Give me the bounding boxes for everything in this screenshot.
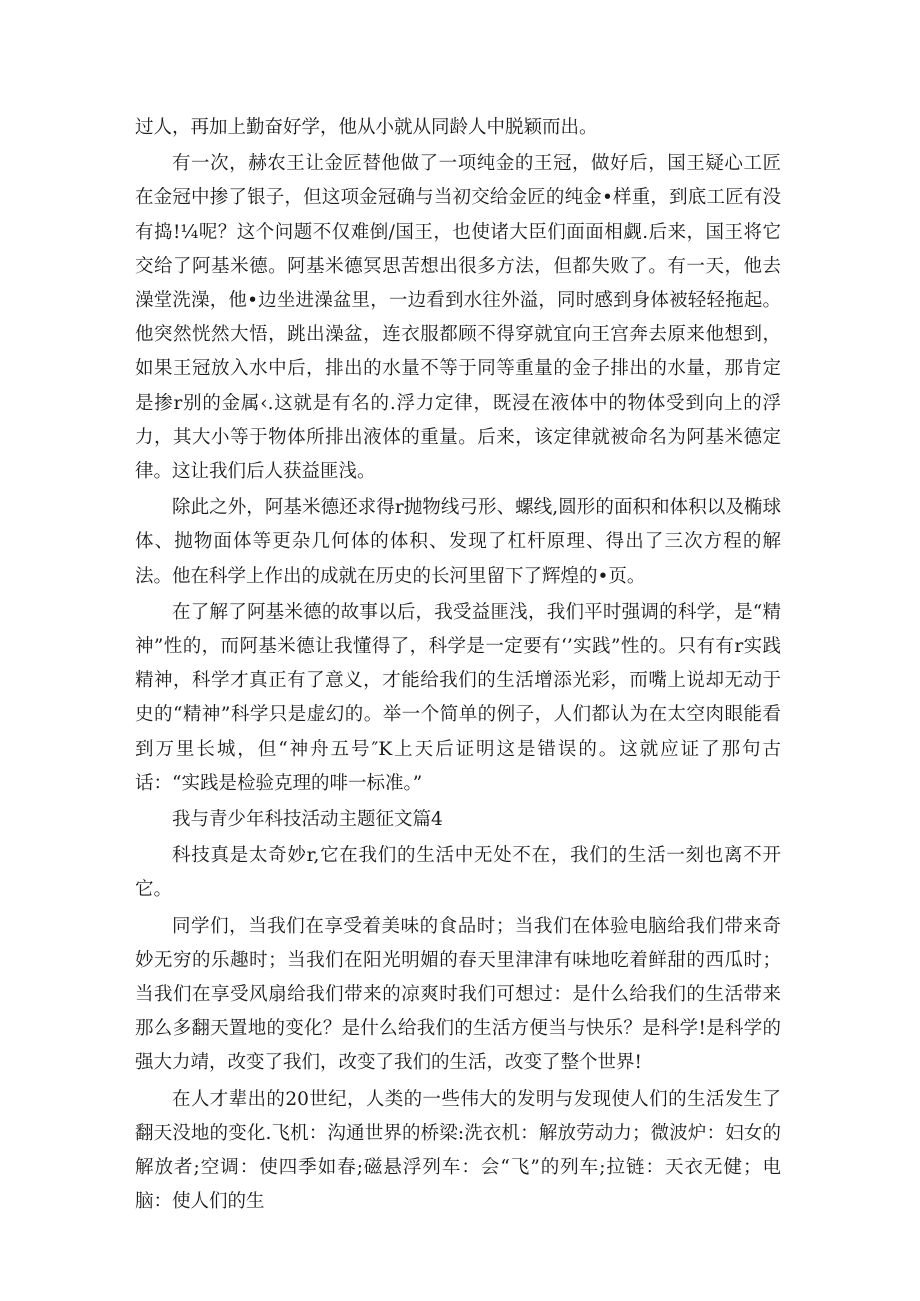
- paragraph-other-achievements: 除此之外，阿基米德还求得r抛物线弓形、螺线,圆形的面积和体积以及椭球体、抛物面体等更杂几何体的体积、发现了杠杆原理、得出了三次方程的解法。他在科学上作出的成就在历史的长河里留下了辉煌的•页。: [135, 497, 781, 587]
- paragraph-20th-century: 在人才辈出的20世纪，人类的一些伟大的发明与发现使人们的生活发生了翻天没地的变化.飞机：沟通世界的桥梁:洗衣机：解放劳动力；微波炉：妇女的解放者;空调：使四季如春;磁悬浮列车：会“飞”的列车;拉链：天衣无健；电脑：使人们的生: [135, 1088, 781, 1213]
- paragraph-classmates: 同学们，当我们在享受着美味的食品时；当我们在体验电脑给我们带来奇妙无穷的乐趣时；当我们在阳光明媚的春天里津津有味地吃着鲜甜的西瓜时；当我们在享受风扇给我们带来的凉爽时我们可想过：是什么给我们的生活带来那么多翻天置地的变化？是什么给我们的生活方便当与快乐？是科学!是科学的强大力靖，改变了我们，改变了我们的生活，改变了整个世界!: [135, 915, 781, 1074]
- paragraph-intro-continuation: 过人，再加上勤奋好学，他从小就从同龄人中脱颖而出。: [135, 117, 598, 138]
- section-heading: 我与青少年科技活动主题征文篇4: [172, 809, 443, 831]
- paragraph-tech-wonder: 科技真是太奇妙r,它在我们的生活中无处不在，我们的生活一刻也离不开它。: [135, 845, 781, 901]
- document-body: [135, 111, 781, 1222]
- paragraph-reflection: 在了解了阿基米德的故事以后，我受益匪浅，我们平时强调的科学，是“精神”性的，而阿基米德让我懂得了，科学是一定要有‘’实践”性的。只有有r实践精神，科学才真正有了意义，才能给我们的生活增添光彩，而嘴上说却无动于史的“精神”科学只是虚幻的。举一个简单的例子，人们都认为在太空肉眼能看到万里长城，但“神舟五号″K上天后证明这是错误的。这就应证了那句古话：“实践是检验克理的啡一标准。”: [135, 601, 781, 794]
- paragraph-crown-story: 有一次，赫农王让金匠替他做了一项纯金的王冠，做好后，国王疑心工匠在金冠中掺了银子，但这项金冠确与当初交给金匠的纯金•样重，到底工匠有没有捣!¼呢？这个问题不仅难倒/国王，也使诸大臣们面面相觑.后来，国王将它交给了阿基米德。阿基米德冥思苦想出很多方法，但都失败了。有一天，他去澡堂洗澡，他•边坐进澡盆里，一边看到水往外溢，同时感到身体被轻轻拖起。他突然恍然大悟，跳出澡盆，连衣服都顾不得穿就宜向王宫奔去原来他想到，如果王冠放入水中后，排出的水量不等于同等重量的金子排出的水量，那肯定是掺r别的金属‹.这就是有名的.浮力定律，既浸在液体中的物体受到向上的浮力，其大小等于物体所排出液体的重量。后来，该定律就被命名为阿基米德定律。这让我们后人获益匪浅。: [135, 153, 781, 483]
